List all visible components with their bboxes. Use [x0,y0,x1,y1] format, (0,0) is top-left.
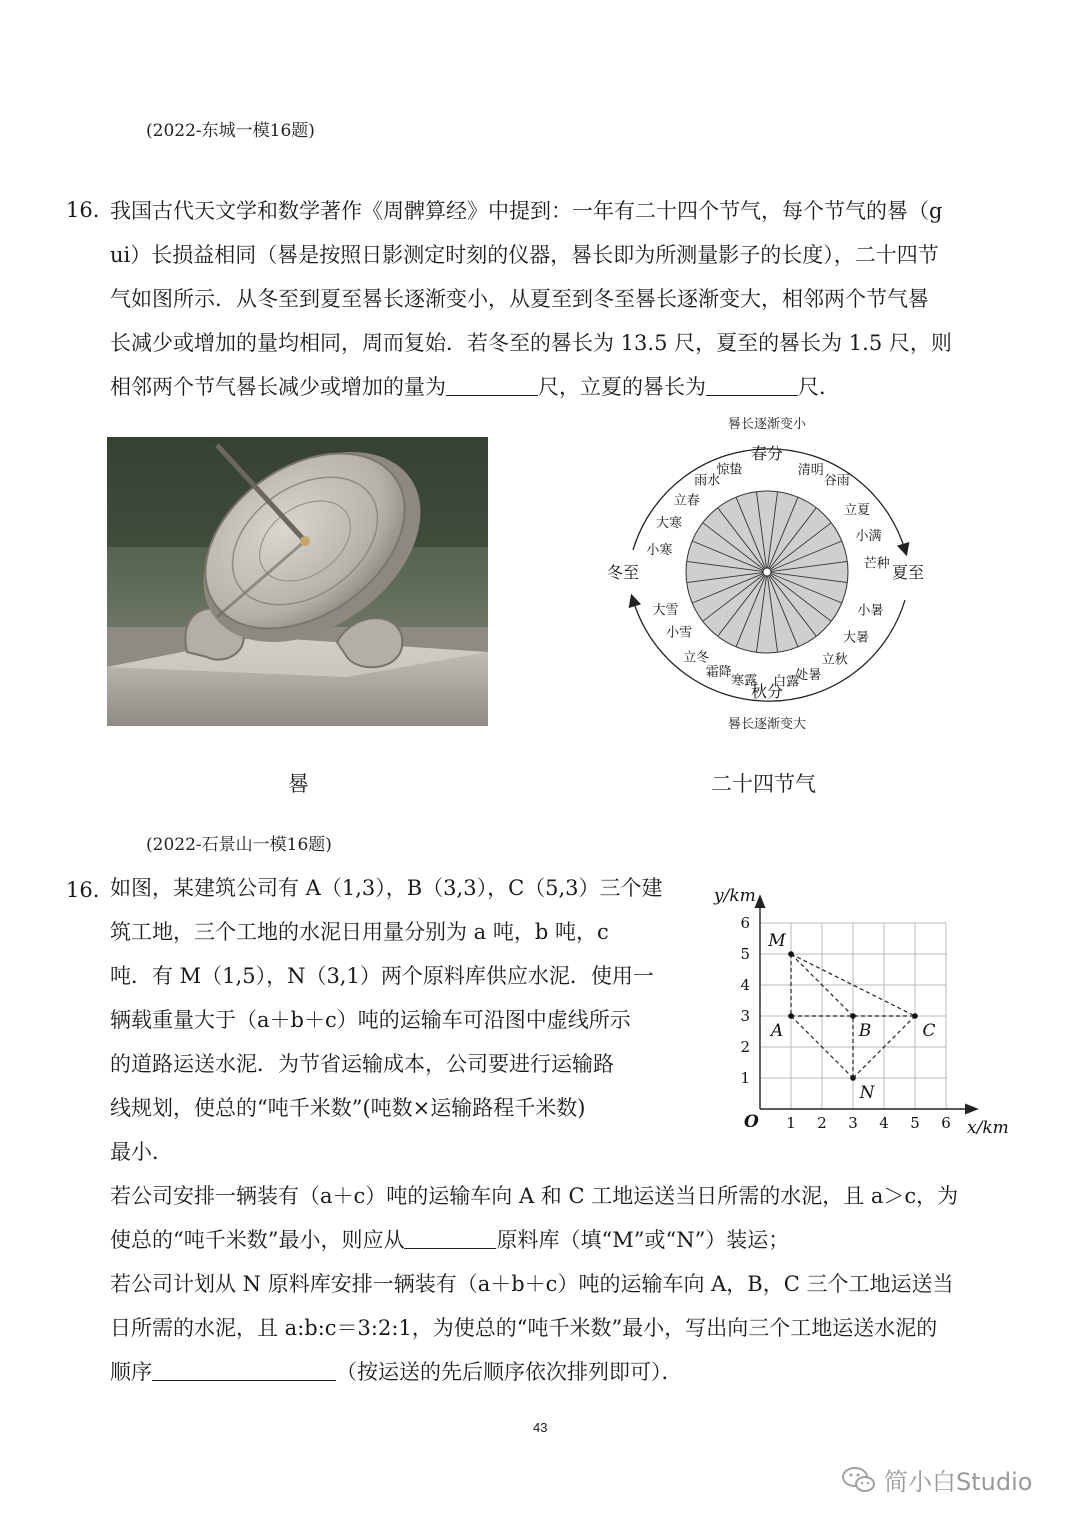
summer-solstice-label: 夏至 [891,563,925,582]
answer-blank[interactable] [404,1228,496,1249]
graph-points [767,931,935,1103]
answer-blank[interactable] [706,375,798,396]
term-label: 清明 [797,462,824,478]
question-source: (2022-东城一模16题) [146,121,315,141]
term-label: 寒露 [731,673,758,689]
text-line: 吨．有 M（1,5），N（3,1）两个原料库供应水泥．使用一 [110,964,654,988]
page-number: 43 [533,1420,548,1435]
point-label: M [768,931,786,951]
term-label: 大暑 [842,630,869,646]
answer-blank[interactable] [152,1360,336,1381]
term-label: 谷雨 [823,473,850,489]
text-line: 日所需的水泥，且 a:b:c＝3:2:1，为使总的“吨千米数”最小，写出向三个工地运送水泥的 [110,1316,938,1340]
text-line: 气如图所示．从冬至到夏至晷长逐渐变小，从夏至到冬至晷长逐渐变大，相邻两个节气晷 [110,287,929,311]
y-tick-label: 5 [740,945,750,963]
watermark [842,1462,1032,1497]
term-label: 立冬 [683,650,710,666]
text-line: 线规划，使总的“吨千米数”(吨数×运输路程千米数) [110,1096,586,1120]
text-fragment: 顺序 [110,1360,152,1384]
y-axis-label: y/km [714,886,756,906]
trend-label-bottom: 晷长逐渐变大 [727,717,807,732]
x-tick-label: 3 [848,1114,858,1132]
text-line: 的道路运送水泥．为节省运输成本，公司要进行运输路 [110,1052,614,1076]
term-label: 立夏 [844,502,871,518]
text-line: ui）长损益相同（晷是按照日影测定时刻的仪器，晷长即为所测量影子的长度），二十四节 [110,243,939,267]
x-tick-label: 1 [786,1114,796,1132]
term-label: 小寒 [646,543,673,559]
watermark-text: 简小白Studio [884,1468,1033,1496]
winter-solstice-label: 冬至 [606,563,640,582]
text-line: 若公司计划从 N 原料库安排一辆装有（a＋b＋c）吨的运输车向 A，B，C 三个工地运送当 [110,1272,954,1296]
text-line [110,1350,958,1394]
point-marker [850,1075,856,1081]
y-tick-label: 3 [740,1007,750,1025]
answer-blank[interactable] [446,375,538,396]
x-tick-label: 5 [910,1114,920,1132]
text-fragment: 使总的“吨千米数”最小，则应从 [110,1228,405,1252]
term-label: 大雪 [652,602,679,618]
term-label: 秋分 [750,682,784,701]
term-label: 小暑 [857,603,884,619]
term-label: 惊蛰 [716,462,743,478]
coordinate-graph [700,875,1030,1145]
text-line: 长减少或增加的量均相同，周而复始．若冬至的晷长为 13.5 尺，夏至的晷长为 1.5 尺，则 [110,331,952,355]
point-label: A [770,1021,784,1041]
text-line: 如图，某建筑公司有 A（1,3），B（3,3），C（5,3）三个建 [110,876,663,900]
text-fragment: （按运送的先后顺序依次排列即可）． [336,1360,683,1384]
point-marker [850,1013,856,1019]
term-label: 立秋 [821,652,848,668]
y-tick-label: 2 [740,1038,750,1056]
point-marker [912,1013,918,1019]
y-tick-label: 4 [740,976,750,994]
trend-label-top: 晷长逐渐变小 [727,417,807,432]
point-label: B [858,1021,872,1041]
question-number: 16. [66,878,100,902]
question-text [110,189,952,409]
term-label: 立春 [673,493,700,509]
text-fragment: 原料库（填“M”或“N”）装运； [496,1228,790,1252]
text-line: 若公司安排一辆装有（a＋c）吨的运输车向 A 和 C 工地运送当日所需的水泥，且 a＞c，为 [110,1184,959,1208]
y-tick-label: 1 [740,1069,750,1087]
term-label: 处暑 [795,667,822,683]
term-label: 白露 [773,674,800,690]
question-number: 16. [66,198,100,222]
point-label: C [922,1021,936,1041]
text-fragment: 相邻两个节气晷长减少或增加的量为 [110,375,446,399]
term-label: 芒种 [863,556,890,572]
term-label: 小满 [855,529,882,545]
x-tick-label: 4 [879,1114,889,1132]
question-source: (2022-石景山一模16题) [146,835,332,855]
text-line: 辆载重量大于（a＋b＋c）吨的运输车可沿图中虚线所示 [110,1008,631,1032]
solar-terms-diagram [595,410,935,740]
x-tick-label: 2 [817,1114,827,1132]
text-line [110,1218,958,1262]
term-label: 雨水 [694,473,721,489]
point-marker [788,1013,794,1019]
term-label: 霜降 [705,664,732,680]
wheel-center [763,568,771,576]
point-label: N [859,1083,875,1103]
text-fragment: 尺，立夏的晷长为 [538,375,706,399]
term-label: 小雪 [666,625,693,641]
x-axis-label: x/km [967,1118,1009,1138]
diagram-caption: 二十四节气 [711,772,816,796]
text-line: 筑工地，三个工地的水泥日用量分别为 a 吨，b 吨，c [110,920,609,944]
y-tick-label: 6 [740,914,750,932]
wechat-icon [842,1466,876,1494]
term-label: 大寒 [655,516,682,532]
point-marker [788,951,794,957]
sundial-photo [107,437,488,726]
text-line: 我国古代天文学和数学著作《周髀算经》中提到：一年有二十四个节气，每个节气的晷（g [110,199,943,223]
x-tick-label: 6 [941,1114,951,1132]
origin-label: O [744,1112,759,1132]
photo-caption: 晷 [288,772,309,796]
text-fragment: 尺． [798,375,840,399]
text-line: 最小． [110,1140,173,1164]
term-label: 春分 [750,444,784,463]
text-line [110,365,952,409]
